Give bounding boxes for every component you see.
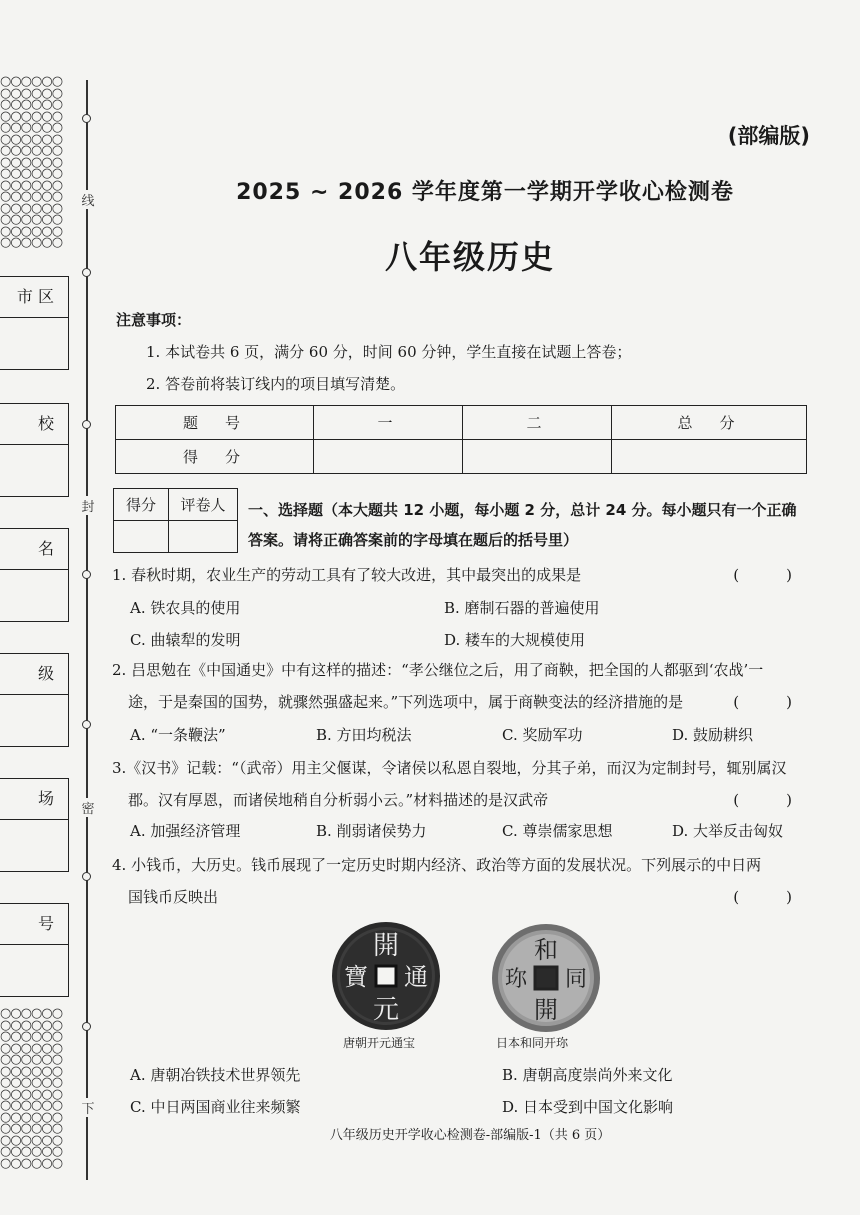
option: A. 铁农具的使用 <box>130 599 241 617</box>
total-score-cell[interactable] <box>612 440 807 474</box>
page-footer: 八年级历史开学收心检测卷-部编版-1（共 6 页） <box>329 1128 611 1143</box>
coin-char: 通 <box>404 963 428 991</box>
option: C. 奖励军功 <box>502 726 583 744</box>
option: B. 方田均税法 <box>316 726 412 744</box>
option: B. 磨制石器的普遍使用 <box>444 599 600 617</box>
option: A. “一条鞭法” <box>130 726 226 744</box>
question-stem: 途，于是秦国的国势，就骤然强盛起来。”下列选项中，属于商鞅变法的经济措施的是 <box>128 693 684 711</box>
score-table-cell: 二 <box>463 406 612 440</box>
coin-caption: 唐朝开元通宝 <box>343 1036 416 1050</box>
question-stem: 1. 春秋时期，农业生产的劳动工具有了较大改进，其中最突出的成果是 <box>112 566 582 584</box>
option: C. 曲辕犁的发明 <box>130 631 241 649</box>
binding-circle <box>82 570 91 579</box>
question-2-line1 <box>112 655 808 686</box>
grader-box <box>113 488 238 553</box>
notice-item: 2. 答卷前将装订线内的项目填写清楚。 <box>146 375 406 393</box>
field-label: 号 <box>0 904 68 945</box>
score-table <box>115 405 807 474</box>
binding-dots-bottom: ○○○○○○ ○○○○○○ ○○○○○○ ○○○○○○ ○○○○○○ ○○○○○○ ○○○○○○ ○○○○○○ ○○○○○○ ○○○○○○ ○○○○○○ ○○○○○○ ○○○○○○ ○○○○○○ <box>0 1008 63 1171</box>
field-seat-number[interactable] <box>0 903 69 997</box>
grader-reviewer-cell[interactable] <box>169 521 238 553</box>
option: A. 唐朝冶铁技术世界领先 <box>130 1066 301 1084</box>
field-school[interactable] <box>0 403 69 497</box>
binding-circle <box>82 720 91 729</box>
field-label: 级 <box>0 654 68 695</box>
binding-circle <box>82 420 91 429</box>
question-4-line1 <box>112 850 808 881</box>
question-4-line2 <box>128 882 808 913</box>
question-1 <box>112 560 808 591</box>
coin-char: 開 <box>372 931 400 961</box>
answer-blank[interactable]: ( ) <box>733 693 808 711</box>
option: B. 削弱诸侯势力 <box>316 822 427 840</box>
coin-char: 元 <box>372 995 400 1025</box>
score-table-score-row <box>116 440 807 474</box>
field-label: 名 <box>0 529 68 570</box>
answer-blank[interactable]: ( ) <box>733 566 808 584</box>
field-exam-room[interactable] <box>0 778 69 872</box>
binding-dots-top: ○○○○○○ ○○○○○○ ○○○○○○ ○○○○○○ ○○○○○○ ○○○○○○ ○○○○○○ ○○○○○○ ○○○○○○ ○○○○○○ ○○○○○○ ○○○○○○ ○○○○○○ ○○○○○○ ○○○○○○ <box>0 76 63 250</box>
field-class[interactable] <box>0 653 69 747</box>
field-label: 校 <box>0 404 68 445</box>
question-3-line2 <box>128 785 808 816</box>
binding-char-seal: 封 <box>80 496 96 515</box>
binding-char-secret: 密 <box>80 798 96 817</box>
score-table-cell: 一 <box>314 406 463 440</box>
question-3-line1 <box>112 753 808 784</box>
option: D. 大举反击匈奴 <box>672 822 784 840</box>
coin-wado-kaichin-image <box>490 922 602 1034</box>
edition-label: (部编版) <box>727 124 810 148</box>
option: A. 加强经济管理 <box>130 822 241 840</box>
grader-score-label: 得分 <box>114 489 169 521</box>
exam-title: 2025 ~ 2026 学年度第一学期开学收心检测卷 <box>236 180 734 205</box>
field-label: 场 <box>0 779 68 820</box>
field-district[interactable] <box>0 276 69 370</box>
binding-circle <box>82 114 91 123</box>
coin-char: 寶 <box>344 963 368 991</box>
question-stem: 2. 吕思勉在《中国通史》中有这样的描述：“孝公继位之后，用了商鞅，把全国的人都驱到‘农战’一 <box>112 661 764 679</box>
score-table-cell: 题 号 <box>116 406 314 440</box>
option: D. 日本受到中国文化影响 <box>502 1098 674 1116</box>
grader-reviewer-label: 评卷人 <box>169 489 238 521</box>
binding-circle <box>82 872 91 881</box>
notice-heading: 注意事项： <box>116 311 192 329</box>
question-2-line2 <box>128 687 808 718</box>
answer-blank[interactable]: ( ) <box>733 888 808 906</box>
section-title: 一、选择题（本大题共 12 小题，每小题 2 分，总计 24 分。每小题只有一个正确答案。请将正确答案前的字母填在题后的括号里） <box>248 501 797 549</box>
score-table-header-row <box>116 406 807 440</box>
binding-char-line: 线 <box>80 190 96 209</box>
binding-circle <box>82 1022 91 1031</box>
question-stem: 郡。汉有厚恩，而诸侯地稍自分析弱小云。”材料描述的是汉武帝 <box>128 791 549 809</box>
option: C. 尊崇儒家思想 <box>502 822 613 840</box>
option: C. 中日两国商业往来频繁 <box>130 1098 301 1116</box>
question-stem: 3.《汉书》记载：“（武帝）用主父偃谋，令诸侯以私恩自裂地，分其子弟，而汉为定制封号，辄别属汉 <box>112 759 787 777</box>
coin-char: 開 <box>534 996 558 1024</box>
notice-item: 1. 本试卷共 6 页，满分 60 分，时间 60 分钟，学生直接在试题上答卷； <box>146 343 632 361</box>
coin-char: 同 <box>564 967 588 992</box>
field-name[interactable] <box>0 528 69 622</box>
field-label: 市 区 <box>0 277 68 318</box>
question-stem: 国钱币反映出 <box>128 888 219 906</box>
grader-score-cell[interactable] <box>114 521 169 553</box>
coin-kaiyuan-tongbao-image <box>330 920 442 1032</box>
option: D. 鼓励耕织 <box>672 726 754 744</box>
coin-char: 珎 <box>504 967 528 992</box>
score-table-cell: 总 分 <box>612 406 807 440</box>
coin-char: 和 <box>534 936 558 964</box>
score-input-cell[interactable] <box>463 440 612 474</box>
score-input-cell[interactable] <box>314 440 463 474</box>
option: D. 耧车的大规模使用 <box>444 631 586 649</box>
subject-title: 八年级历史 <box>384 238 555 276</box>
question-stem: 4. 小钱币，大历史。钱币展现了一定历史时期内经济、政治等方面的发展状况。下列展示的中日两 <box>112 856 762 874</box>
score-table-cell: 得 分 <box>116 440 314 474</box>
answer-blank[interactable]: ( ) <box>733 791 808 809</box>
option: B. 唐朝高度崇尚外来文化 <box>502 1066 673 1084</box>
binding-char-down: 下 <box>80 1098 96 1117</box>
coin-caption: 日本和同开珎 <box>496 1036 569 1050</box>
